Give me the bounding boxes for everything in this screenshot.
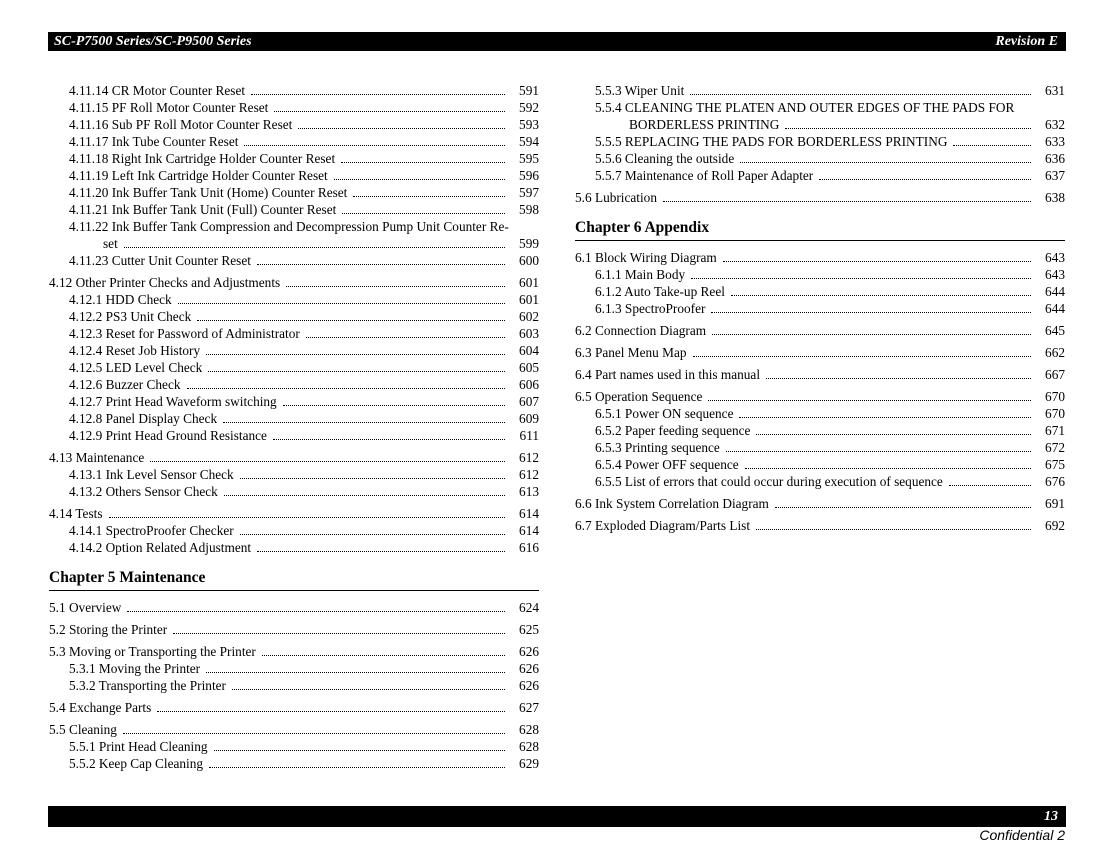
toc-page-number: 643 [1045, 267, 1065, 282]
leader-dots [785, 127, 1031, 129]
toc-page-number: 596 [519, 168, 539, 183]
leader-dots [224, 494, 505, 496]
toc-page-number: 645 [1045, 323, 1065, 338]
toc-page-number: 628 [519, 739, 539, 754]
toc-entry-title: 4.13.1 Ink Level Sensor Check [69, 467, 234, 482]
toc-page-number: 602 [519, 309, 539, 324]
leader-dots [178, 302, 505, 304]
toc-right-column [575, 82, 1065, 534]
toc-page-number: 605 [519, 360, 539, 375]
toc-entry[interactable] [575, 189, 1065, 206]
toc-entry-title: 4.14.1 SpectroProofer Checker [69, 523, 234, 538]
toc-entry[interactable] [49, 643, 539, 660]
toc-page-number: 637 [1045, 168, 1065, 183]
toc-entry-title: 5.5.4 CLEANING THE PLATEN AND OUTER EDGES OF THE PADS FOR [595, 100, 1015, 115]
chapter-heading: Chapter 5 Maintenance [49, 568, 539, 591]
leader-dots [745, 467, 1031, 469]
leader-dots [223, 421, 505, 423]
toc-entry-title: 4.11.15 PF Roll Motor Counter Reset [69, 100, 269, 115]
toc-page-number: 612 [519, 467, 539, 482]
leader-dots [663, 200, 1031, 202]
toc-entry-title: 4.12.6 Buzzer Check [69, 377, 181, 392]
toc-entry[interactable] [49, 359, 539, 376]
toc-entry[interactable] [49, 376, 539, 393]
toc-entry-wrapped[interactable] [575, 99, 1065, 133]
toc-entry[interactable] [575, 517, 1065, 534]
toc-entry-title: 6.5.5 List of errors that could occur during execution of sequence [595, 474, 943, 489]
toc-page-number: 631 [1045, 83, 1065, 98]
toc-page-number: 670 [1045, 406, 1065, 421]
toc-entry-title: 5.4 Exchange Parts [49, 700, 152, 715]
toc-page-number: 616 [519, 540, 539, 555]
toc-entry-title: 6.1.3 SpectroProofer [595, 301, 706, 316]
toc-entry[interactable] [575, 366, 1065, 383]
toc-entry[interactable] [49, 599, 539, 616]
toc-page-number: 613 [519, 484, 539, 499]
toc-page-number: 611 [519, 428, 539, 443]
toc-entry[interactable] [49, 184, 539, 201]
leader-dots [341, 161, 505, 163]
toc-entry[interactable] [575, 322, 1065, 339]
toc-entry[interactable] [49, 325, 539, 342]
toc-entry-title: 5.5.7 Maintenance of Roll Paper Adapter [595, 168, 814, 183]
toc-entry[interactable] [575, 283, 1065, 300]
toc-entry[interactable] [575, 495, 1065, 512]
toc-page-number: 644 [1045, 301, 1065, 316]
leader-dots [109, 516, 506, 518]
toc-entry-title: 4.12.3 Reset for Password of Administrator [69, 326, 300, 341]
toc-page-number: 614 [519, 523, 539, 538]
leader-dots [262, 654, 505, 656]
toc-entry-title: 5.5 Cleaning [49, 722, 117, 737]
toc-entry-title: 5.5.3 Wiper Unit [595, 83, 685, 98]
toc-entry-wrapped[interactable] [49, 218, 539, 252]
confidential-label: Confidential 2 [979, 827, 1065, 843]
toc-entry-title: 6.1.1 Main Body [595, 267, 686, 282]
toc-entry-title: 5.3.2 Transporting the Printer [69, 678, 226, 693]
leader-dots [283, 404, 505, 406]
toc-entry-title: 6.5.2 Paper feeding sequence [595, 423, 751, 438]
toc-entry-title: 4.12.2 PS3 Unit Check [69, 309, 192, 324]
toc-page-number: 676 [1045, 474, 1065, 489]
toc-entry-title: 4.11.17 Ink Tube Counter Reset [69, 134, 239, 149]
toc-entry-title: 4.12.7 Print Head Waveform switching [69, 394, 277, 409]
toc-page-number: 601 [519, 275, 539, 290]
footer-bar [48, 806, 1066, 827]
toc-entry-title: 4.11.21 Ink Buffer Tank Unit (Full) Counter Reset [69, 202, 337, 217]
toc-entry[interactable] [49, 252, 539, 269]
toc-entry[interactable] [49, 167, 539, 184]
header-bar [48, 32, 1066, 51]
leader-dots [353, 195, 505, 197]
toc-entry-title: 4.14 Tests [49, 506, 103, 521]
toc-page-number: 595 [519, 151, 539, 166]
toc-entry[interactable] [49, 410, 539, 427]
toc-entry[interactable] [49, 699, 539, 716]
toc-entry-title-cont: BORDERLESS PRINTING [629, 117, 780, 132]
leader-dots [693, 355, 1031, 357]
toc-entry-title: 4.11.14 CR Motor Counter Reset [69, 83, 246, 98]
toc-entry[interactable] [49, 621, 539, 638]
toc-entry-title: 4.11.23 Cutter Unit Counter Reset [69, 253, 251, 268]
toc-page-number: 607 [519, 394, 539, 409]
leader-dots [731, 294, 1031, 296]
toc-entry-title: 5.6 Lubrication [575, 190, 657, 205]
leader-dots [274, 110, 505, 112]
toc-entry[interactable] [49, 99, 539, 116]
toc-page-number: 626 [519, 644, 539, 659]
toc-entry[interactable] [49, 274, 539, 291]
toc-entry-title: 4.12.4 Reset Job History [69, 343, 201, 358]
leader-dots [740, 161, 1031, 163]
toc-page-number: 609 [519, 411, 539, 426]
leader-dots [273, 438, 505, 440]
toc-entry-title-cont: set [103, 236, 118, 251]
toc-entry-title: 4.13 Maintenance [49, 450, 145, 465]
toc-entry[interactable] [49, 82, 539, 99]
toc-entry-title: 6.5.4 Power OFF sequence [595, 457, 739, 472]
toc-page-number: 606 [519, 377, 539, 392]
toc-page-number: 629 [519, 756, 539, 771]
toc-entry-title: 5.3.1 Moving the Printer [69, 661, 201, 676]
leader-dots [711, 311, 1031, 313]
leader-dots [712, 333, 1031, 335]
toc-entry-title: 6.2 Connection Diagram [575, 323, 707, 338]
toc-entry[interactable] [575, 405, 1065, 422]
header-revision: Revision E [995, 34, 1058, 49]
toc-page-number: 633 [1045, 134, 1065, 149]
toc-page-number: 594 [519, 134, 539, 149]
leader-dots [775, 506, 1031, 508]
toc-page-number: 692 [1045, 518, 1065, 533]
leader-dots [240, 477, 505, 479]
toc-page-number: 638 [1045, 190, 1065, 205]
leader-dots [124, 246, 505, 248]
toc-page-number: 675 [1045, 457, 1065, 472]
toc-entry[interactable] [575, 473, 1065, 490]
toc-entry[interactable] [49, 738, 539, 755]
toc-entry[interactable] [49, 150, 539, 167]
toc-page-number: 691 [1045, 496, 1065, 511]
header-title: SC-P7500 Series/SC-P9500 Series [54, 34, 252, 49]
toc-page-number: 591 [519, 83, 539, 98]
leader-dots [334, 178, 505, 180]
toc-entry[interactable] [49, 539, 539, 556]
toc-entry-title: 5.5.2 Keep Cap Cleaning [69, 756, 204, 771]
leader-dots [819, 178, 1031, 180]
toc-entry-title: 4.12 Other Printer Checks and Adjustments [49, 275, 281, 290]
toc-entry[interactable] [49, 660, 539, 677]
toc-entry-title: 4.11.16 Sub PF Roll Motor Counter Reset [69, 117, 293, 132]
toc-entry-title: 6.7 Exploded Diagram/Parts List [575, 518, 751, 533]
toc-entry-title: 4.13.2 Others Sensor Check [69, 484, 218, 499]
toc-entry[interactable] [575, 167, 1065, 184]
toc-page-number: 632 [1045, 117, 1065, 132]
leader-dots [214, 749, 506, 751]
toc-page-number: 628 [519, 722, 539, 737]
page-number: 13 [1044, 809, 1058, 824]
toc-entry[interactable] [49, 677, 539, 694]
toc-entry-title: 5.5.1 Print Head Cleaning [69, 739, 208, 754]
toc-page-number: 598 [519, 202, 539, 217]
toc-entry[interactable] [49, 721, 539, 738]
toc-entry-title: 5.1 Overview [49, 600, 122, 615]
toc-entry-title: 5.5.5 REPLACING THE PADS FOR BORDERLESS PRINTING [595, 134, 948, 149]
leader-dots [690, 93, 1031, 95]
toc-page-number: 636 [1045, 151, 1065, 166]
toc-page-number: 624 [519, 600, 539, 615]
toc-entry[interactable] [575, 82, 1065, 99]
leader-dots [208, 370, 505, 372]
toc-entry-title: 6.1.2 Auto Take-up Reel [595, 284, 725, 299]
toc-page-number: 593 [519, 117, 539, 132]
leader-dots [206, 353, 505, 355]
toc-page-number: 625 [519, 622, 539, 637]
leader-dots [286, 285, 505, 287]
toc-entry[interactable] [575, 150, 1065, 167]
toc-entry-title: 4.11.19 Left Ink Cartridge Holder Counter Reset [69, 168, 328, 183]
toc-entry[interactable] [575, 249, 1065, 266]
leader-dots [157, 710, 505, 712]
toc-entry-title: 4.11.18 Right Ink Cartridge Holder Counter Reset [69, 151, 336, 166]
toc-entry-title: 5.2 Storing the Printer [49, 622, 168, 637]
toc-entry[interactable] [49, 133, 539, 150]
toc-entry-title: 4.14.2 Option Related Adjustment [69, 540, 252, 555]
leader-dots [691, 277, 1031, 279]
leader-dots [342, 212, 505, 214]
toc-entry-title: 4.12.8 Panel Display Check [69, 411, 218, 426]
leader-dots [257, 263, 505, 265]
toc-entry-title: 6.4 Part names used in this manual [575, 367, 761, 382]
toc-entry[interactable] [575, 344, 1065, 361]
toc-entry[interactable] [49, 505, 539, 522]
toc-page-number: 671 [1045, 423, 1065, 438]
toc-entry-title: 6.5.3 Printing sequence [595, 440, 720, 455]
toc-entry-title: 6.3 Panel Menu Map [575, 345, 687, 360]
toc-entry[interactable] [575, 266, 1065, 283]
toc-page-number: 599 [519, 236, 539, 251]
leader-dots [206, 671, 505, 673]
leader-dots [756, 433, 1031, 435]
toc-page-number: 612 [519, 450, 539, 465]
toc-page-number: 603 [519, 326, 539, 341]
toc-entry-title: 4.11.22 Ink Buffer Tank Compression and Decompression Pump Unit Counter Re- [69, 219, 509, 234]
toc-entry-title: 6.5 Operation Sequence [575, 389, 703, 404]
leader-dots [708, 399, 1031, 401]
toc-page-number: 604 [519, 343, 539, 358]
toc-page-number: 626 [519, 678, 539, 693]
leader-dots [766, 377, 1031, 379]
leader-dots [127, 610, 505, 612]
leader-dots [756, 528, 1031, 530]
leader-dots [739, 416, 1031, 418]
leader-dots [232, 688, 505, 690]
toc-entry[interactable] [49, 449, 539, 466]
leader-dots [150, 460, 505, 462]
toc-entry-title: 4.12.9 Print Head Ground Resistance [69, 428, 267, 443]
toc-entry-title: 6.6 Ink System Correlation Diagram [575, 496, 769, 511]
leader-dots [298, 127, 505, 129]
toc-entry[interactable] [49, 393, 539, 410]
leader-dots [209, 766, 505, 768]
toc-page-number: 627 [519, 700, 539, 715]
leader-dots [257, 550, 505, 552]
toc-page-number: 592 [519, 100, 539, 115]
toc-page-number: 600 [519, 253, 539, 268]
toc-page-number: 626 [519, 661, 539, 676]
toc-entry[interactable] [575, 422, 1065, 439]
toc-entry[interactable] [49, 291, 539, 308]
toc-entry-title: 5.5.6 Cleaning the outside [595, 151, 735, 166]
toc-entry[interactable] [49, 308, 539, 325]
toc-entry-title: 6.1 Block Wiring Diagram [575, 250, 717, 265]
toc-entry[interactable] [49, 755, 539, 772]
toc-entry[interactable] [49, 522, 539, 539]
leader-dots [251, 93, 505, 95]
toc-entry[interactable] [49, 342, 539, 359]
toc-entry-title: 5.3 Moving or Transporting the Printer [49, 644, 256, 659]
leader-dots [187, 387, 505, 389]
toc-entry[interactable] [49, 466, 539, 483]
toc-page-number: 643 [1045, 250, 1065, 265]
toc-page-number: 644 [1045, 284, 1065, 299]
leader-dots [244, 144, 505, 146]
toc-entry[interactable] [575, 388, 1065, 405]
leader-dots [123, 732, 505, 734]
toc-page-number: 601 [519, 292, 539, 307]
toc-entry[interactable] [575, 456, 1065, 473]
toc-page-number: 670 [1045, 389, 1065, 404]
chapter-heading: Chapter 6 Appendix [575, 218, 1065, 241]
leader-dots [949, 484, 1031, 486]
toc-entry[interactable] [49, 483, 539, 500]
leader-dots [726, 450, 1031, 452]
leader-dots [723, 260, 1031, 262]
leader-dots [953, 144, 1031, 146]
toc-entry-title: 4.12.1 HDD Check [69, 292, 172, 307]
leader-dots [173, 632, 505, 634]
toc-entry[interactable] [575, 300, 1065, 317]
toc-left-column [49, 82, 539, 772]
toc-entry[interactable] [49, 427, 539, 444]
toc-entry[interactable] [575, 439, 1065, 456]
toc-entry[interactable] [575, 133, 1065, 150]
toc-entry[interactable] [49, 201, 539, 218]
leader-dots [240, 533, 505, 535]
toc-page-number: 672 [1045, 440, 1065, 455]
toc-entry-title: 4.11.20 Ink Buffer Tank Unit (Home) Counter Reset [69, 185, 348, 200]
toc-entry[interactable] [49, 116, 539, 133]
toc-page-number: 662 [1045, 345, 1065, 360]
leader-dots [197, 319, 505, 321]
toc-entry-title: 4.12.5 LED Level Check [69, 360, 203, 375]
toc-page-number: 597 [519, 185, 539, 200]
toc-page-number: 614 [519, 506, 539, 521]
toc-entry-title: 6.5.1 Power ON sequence [595, 406, 734, 421]
leader-dots [306, 336, 505, 338]
toc-page-number: 667 [1045, 367, 1065, 382]
